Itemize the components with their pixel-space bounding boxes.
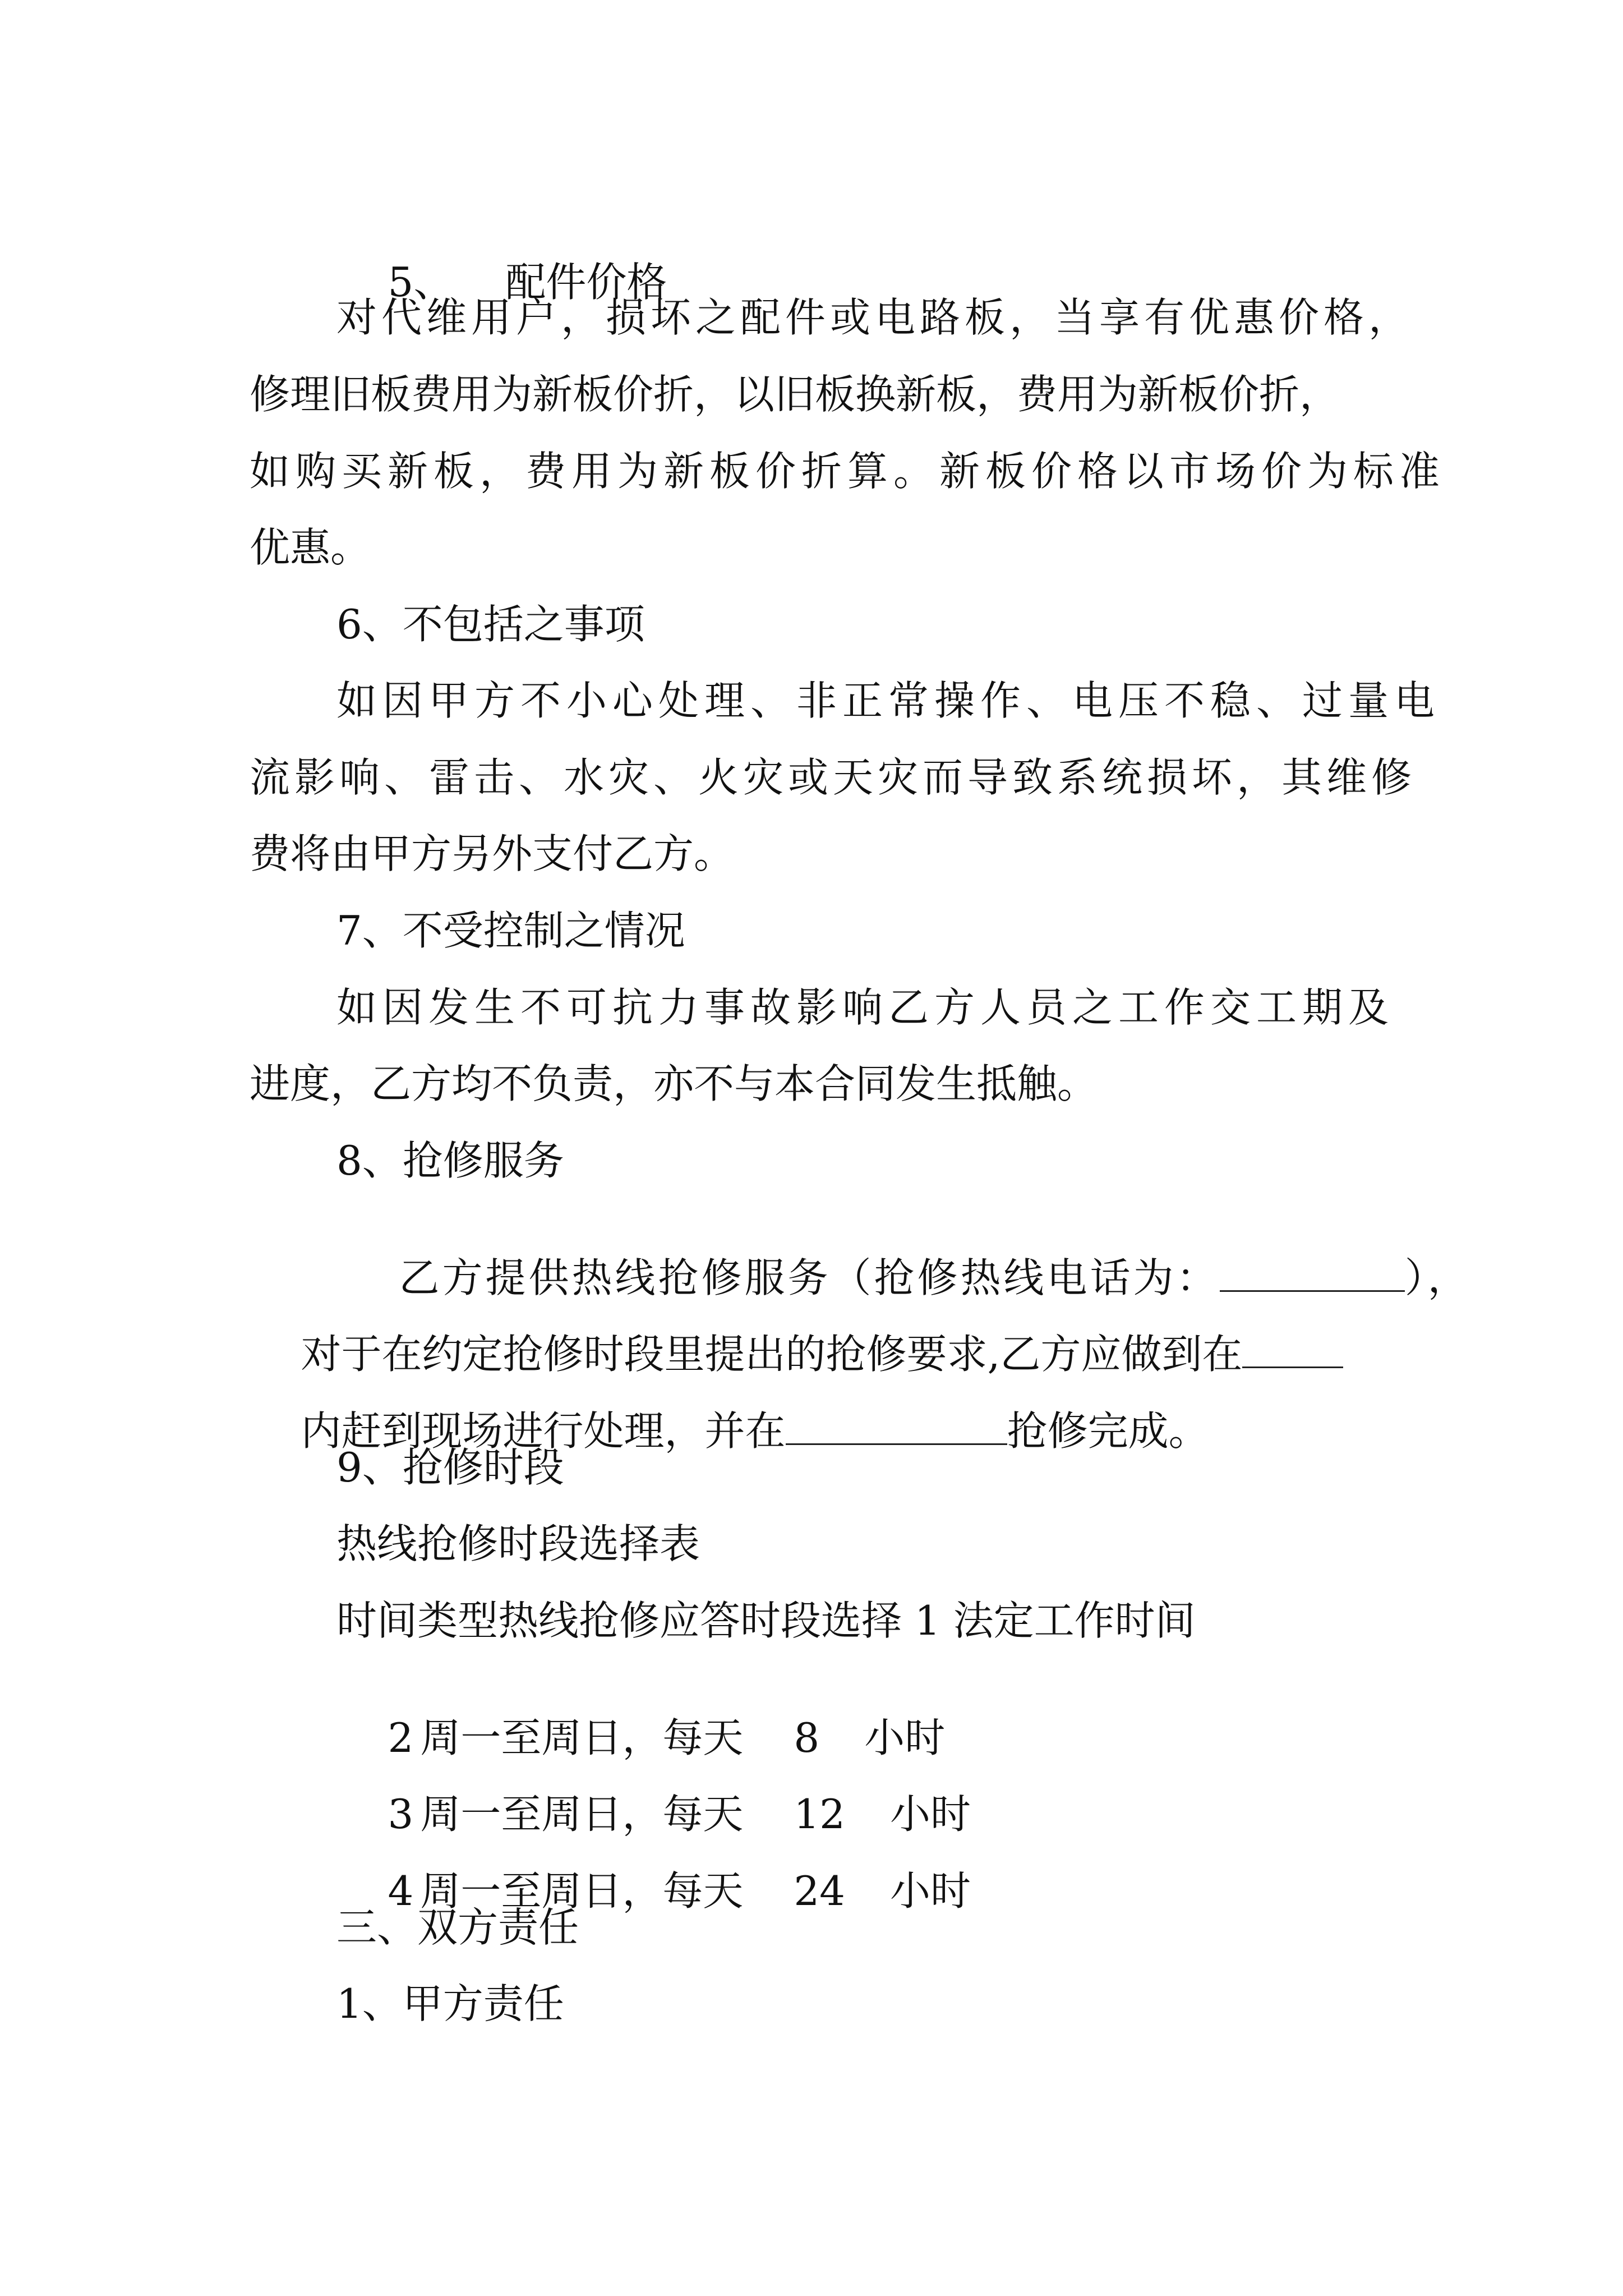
paragraph-line: 优惠。 xyxy=(250,524,371,571)
row-days: 周一至周日，每天 xyxy=(420,1714,744,1761)
section-8-heading: 8、抢修服务 xyxy=(336,1137,564,1184)
paragraph-line: 费将由甲方另外支付乙方。 xyxy=(250,830,735,877)
completion-text: 内赶到现场进行处理，并在 xyxy=(301,1407,786,1455)
row-days: 周一至周日，每天 xyxy=(420,1867,744,1915)
hotline-phone-blank xyxy=(1220,1258,1405,1292)
paragraph-line: 如因发生不可抗力事故影响乙方人员之工作交工期及 xyxy=(336,984,1395,1031)
hotline-text: 乙方提供热线抢修服务（抢修热线电话为： xyxy=(399,1254,1220,1301)
row-hours: 24 xyxy=(794,1867,845,1915)
party-a-heading: 1、甲方责任 xyxy=(336,1980,564,2027)
section-title: 配件价格 xyxy=(505,259,667,306)
table-header: 时间类型热线抢修应答时段选择 1 法定工作时间 xyxy=(336,1597,1196,1644)
section-number: 5、 xyxy=(388,259,454,306)
row-unit: 小时 xyxy=(890,1791,971,1838)
completion-time-blank xyxy=(786,1411,1007,1445)
row-unit: 小时 xyxy=(890,1867,971,1915)
row-days: 周一至周日，每天 xyxy=(420,1791,744,1838)
table-title: 热线抢修时段选择表 xyxy=(336,1520,700,1567)
section-6-heading: 6、不包括之事项 xyxy=(336,601,645,648)
paragraph-line: 流影响、雷击、水灾、火灾或天灾而导致系统损坏，其维修 xyxy=(250,754,1417,801)
row-number: 4 xyxy=(388,1867,414,1915)
section-9-heading: 9、抢修时段 xyxy=(336,1444,564,1491)
paragraph-line: 如购买新板，费用为新板价折算。新板价格以市场价为标准 xyxy=(250,448,1446,495)
paragraph-line: 对代维用户，损坏之配件或电路板，当享有优惠价格， xyxy=(336,294,1414,341)
row-number: 2 xyxy=(388,1714,414,1761)
part-3-heading: 三、双方责任 xyxy=(336,1904,579,1951)
row-hours: 8 xyxy=(794,1714,820,1761)
paragraph-line: 修理旧板费用为新板价折，以旧板换新板，费用为新板价折， xyxy=(250,371,1340,418)
completion-text-end: 抢修完成。 xyxy=(1007,1407,1209,1455)
arrival-time-blank xyxy=(1242,1334,1343,1368)
row-hours: 12 xyxy=(794,1791,845,1838)
response-text: 对于在约定抢修时段里提出的抢修要求,乙方应做到在 xyxy=(301,1331,1243,1378)
section-7-heading: 7、不受控制之情况 xyxy=(336,907,685,954)
row-unit: 小时 xyxy=(864,1714,946,1761)
paragraph-line: 进度，乙方均不负责，亦不与本合同发生抵触。 xyxy=(250,1060,1098,1107)
paragraph-line: 如因甲方不小心处理、非正常操作、电压不稳、过量电 xyxy=(336,677,1441,724)
row-number: 3 xyxy=(388,1791,414,1838)
hotline-text-end: ）， xyxy=(1404,1254,1471,1301)
